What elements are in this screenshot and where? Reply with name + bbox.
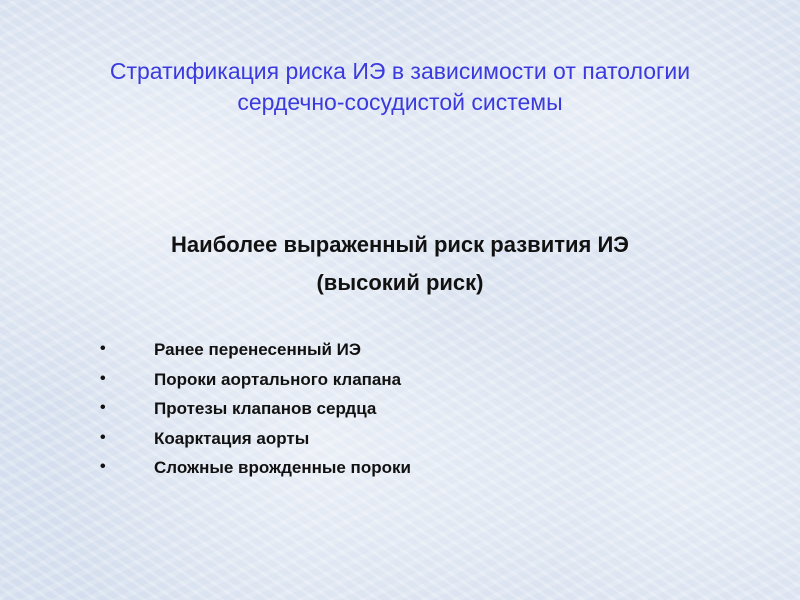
- section-heading-line-1: Наиболее выраженный риск развития ИЭ: [171, 232, 629, 257]
- list-item: [100, 429, 411, 459]
- list-item-text: Ранее перенесенный ИЭ: [154, 340, 361, 359]
- list-item-text: Пороки аортального клапана: [154, 369, 402, 389]
- list-item: [100, 458, 411, 488]
- bullet-icon: •: [100, 458, 106, 475]
- list-item: [100, 340, 411, 370]
- list-item: [100, 370, 411, 400]
- slide-title-line-1: Стратификация риска ИЭ в зависимости от патологии: [109, 58, 691, 84]
- bullet-icon: •: [100, 399, 106, 416]
- list-item-text: Сложные врожденные пороки: [154, 458, 411, 477]
- list-item-text: Протезы клапанов сердца: [154, 399, 377, 418]
- section-heading-line-2: (высокий риск): [316, 270, 484, 295]
- section-heading: [60, 226, 740, 302]
- slide-title-line-2: сердечно-сосудистой системы: [237, 89, 563, 115]
- slide-title: [40, 56, 760, 118]
- bullet-icon: •: [100, 369, 106, 387]
- list-item-text: Коарктация аорты: [154, 428, 310, 448]
- bullet-icon: •: [100, 340, 106, 357]
- list-item: [100, 399, 411, 429]
- risk-list: [100, 340, 411, 488]
- bullet-icon: •: [100, 428, 106, 446]
